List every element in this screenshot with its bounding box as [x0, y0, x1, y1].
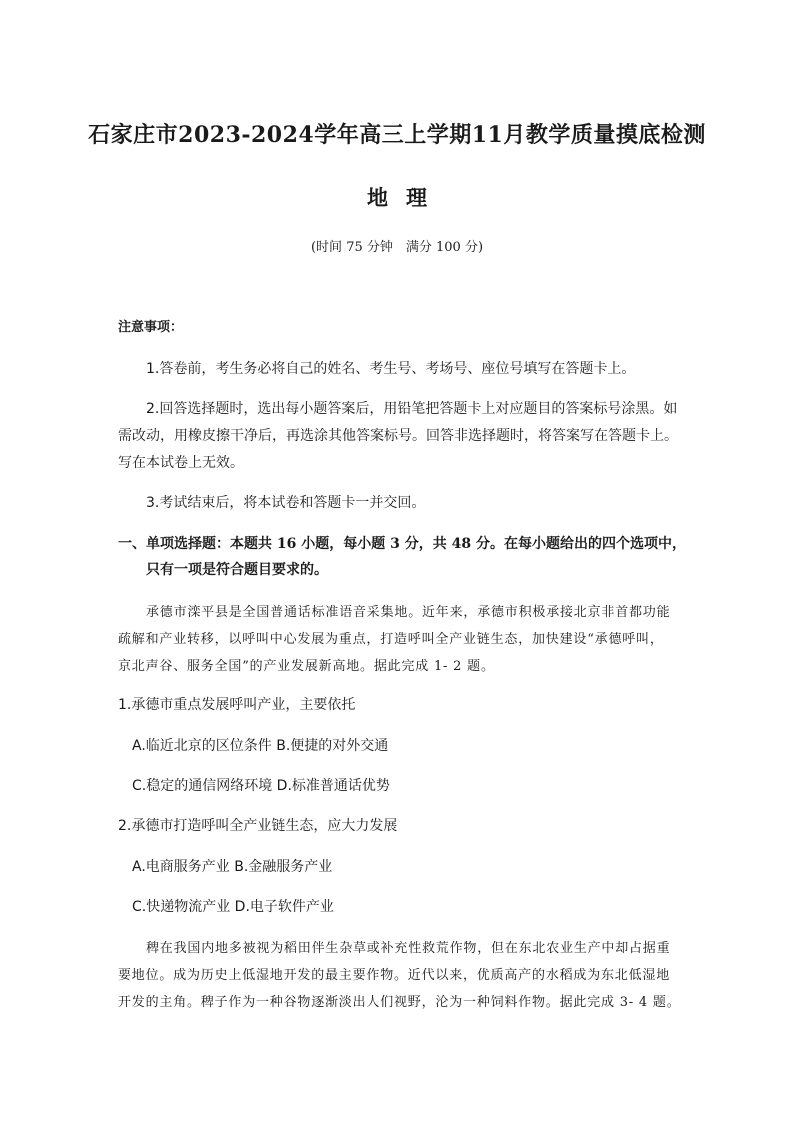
- notice-item-2-line-3: 写在本试卷上无效。: [118, 455, 244, 471]
- notice-item-1: 1.答卷前，考生务必将自己的姓名、考生号、考场号、座位号填写在答题卡上。: [146, 361, 636, 377]
- material-2-line-2: 要地位。成为历史上低湿地开发的最主要作物。近代以来，优质高产的水稻成为东北低湿地: [118, 968, 671, 983]
- question-2-stem: 2.承德市打造呼叫全产业链生态，应大力发展: [118, 818, 398, 834]
- material-1-line-1: 承德市滦平县是全国普通话标准语音采集地。近年来，承德市积极承接北京非首都功能: [146, 605, 671, 620]
- question-2-options-ab: A.电商服务产业 B.金融服务产业: [132, 859, 333, 875]
- material-1-line-3: 京北声谷、服务全国”的产业发展新高地。据此完成 1- 2 题。: [118, 659, 495, 674]
- exam-title: 石家庄市2023-2024学年高三上学期11月教学质量摸底检测: [88, 122, 706, 148]
- material-2-line-3: 开发的主角。稗子作为一种谷物逐渐淡出人们视野，沦为一种饲料作物。据此完成 3- 4 题。: [118, 995, 681, 1010]
- section-heading-line-2: 只有一项是符合题目要求的。: [146, 562, 328, 578]
- question-2-options-cd: C.快递物流产业 D.电子软件产业: [132, 899, 334, 915]
- notice-item-2-line-1: 2.回答选择题时，选出每小题答案后，用铅笔把答题卡上对应题目的答案标号涂黑。如: [146, 401, 678, 417]
- section-heading-line-1: 一、单项选择题：本题共 16 小题，每小题 3 分，共 48 分。在每小题给出的四个选项中，: [118, 536, 686, 552]
- question-1-options-cd: C.稳定的通信网络环境 D.标准普通话优势: [132, 778, 390, 794]
- notice-item-2-line-2: 需改动，用橡皮擦干净后，再选涂其他答案标号。回答非选择题时，将答案写在答题卡上。: [118, 428, 678, 444]
- notice-item-3: 3.考试结束后，将本试卷和答题卡一并交回。: [146, 495, 426, 511]
- notice-heading: 注意事项：: [118, 320, 184, 335]
- question-1-options-ab: A.临近北京的区位条件 B.便捷的对外交通: [132, 738, 389, 754]
- question-1-stem: 1.承德市重点发展呼叫产业，主要依托: [118, 697, 356, 713]
- material-1-line-2: 疏解和产业转移，以呼叫中心发展为重点，打造呼叫全产业链生态，加快建设“承德呼叫，: [118, 632, 664, 647]
- time-info: (时间 75 分钟 满分 100 分): [310, 240, 484, 255]
- material-2-line-1: 稗在我国内地多被视为稻田伴生杂草或补充性救荒作物，但在东北农业生产中却占据重: [146, 941, 671, 956]
- subject-title: 地理: [367, 185, 445, 210]
